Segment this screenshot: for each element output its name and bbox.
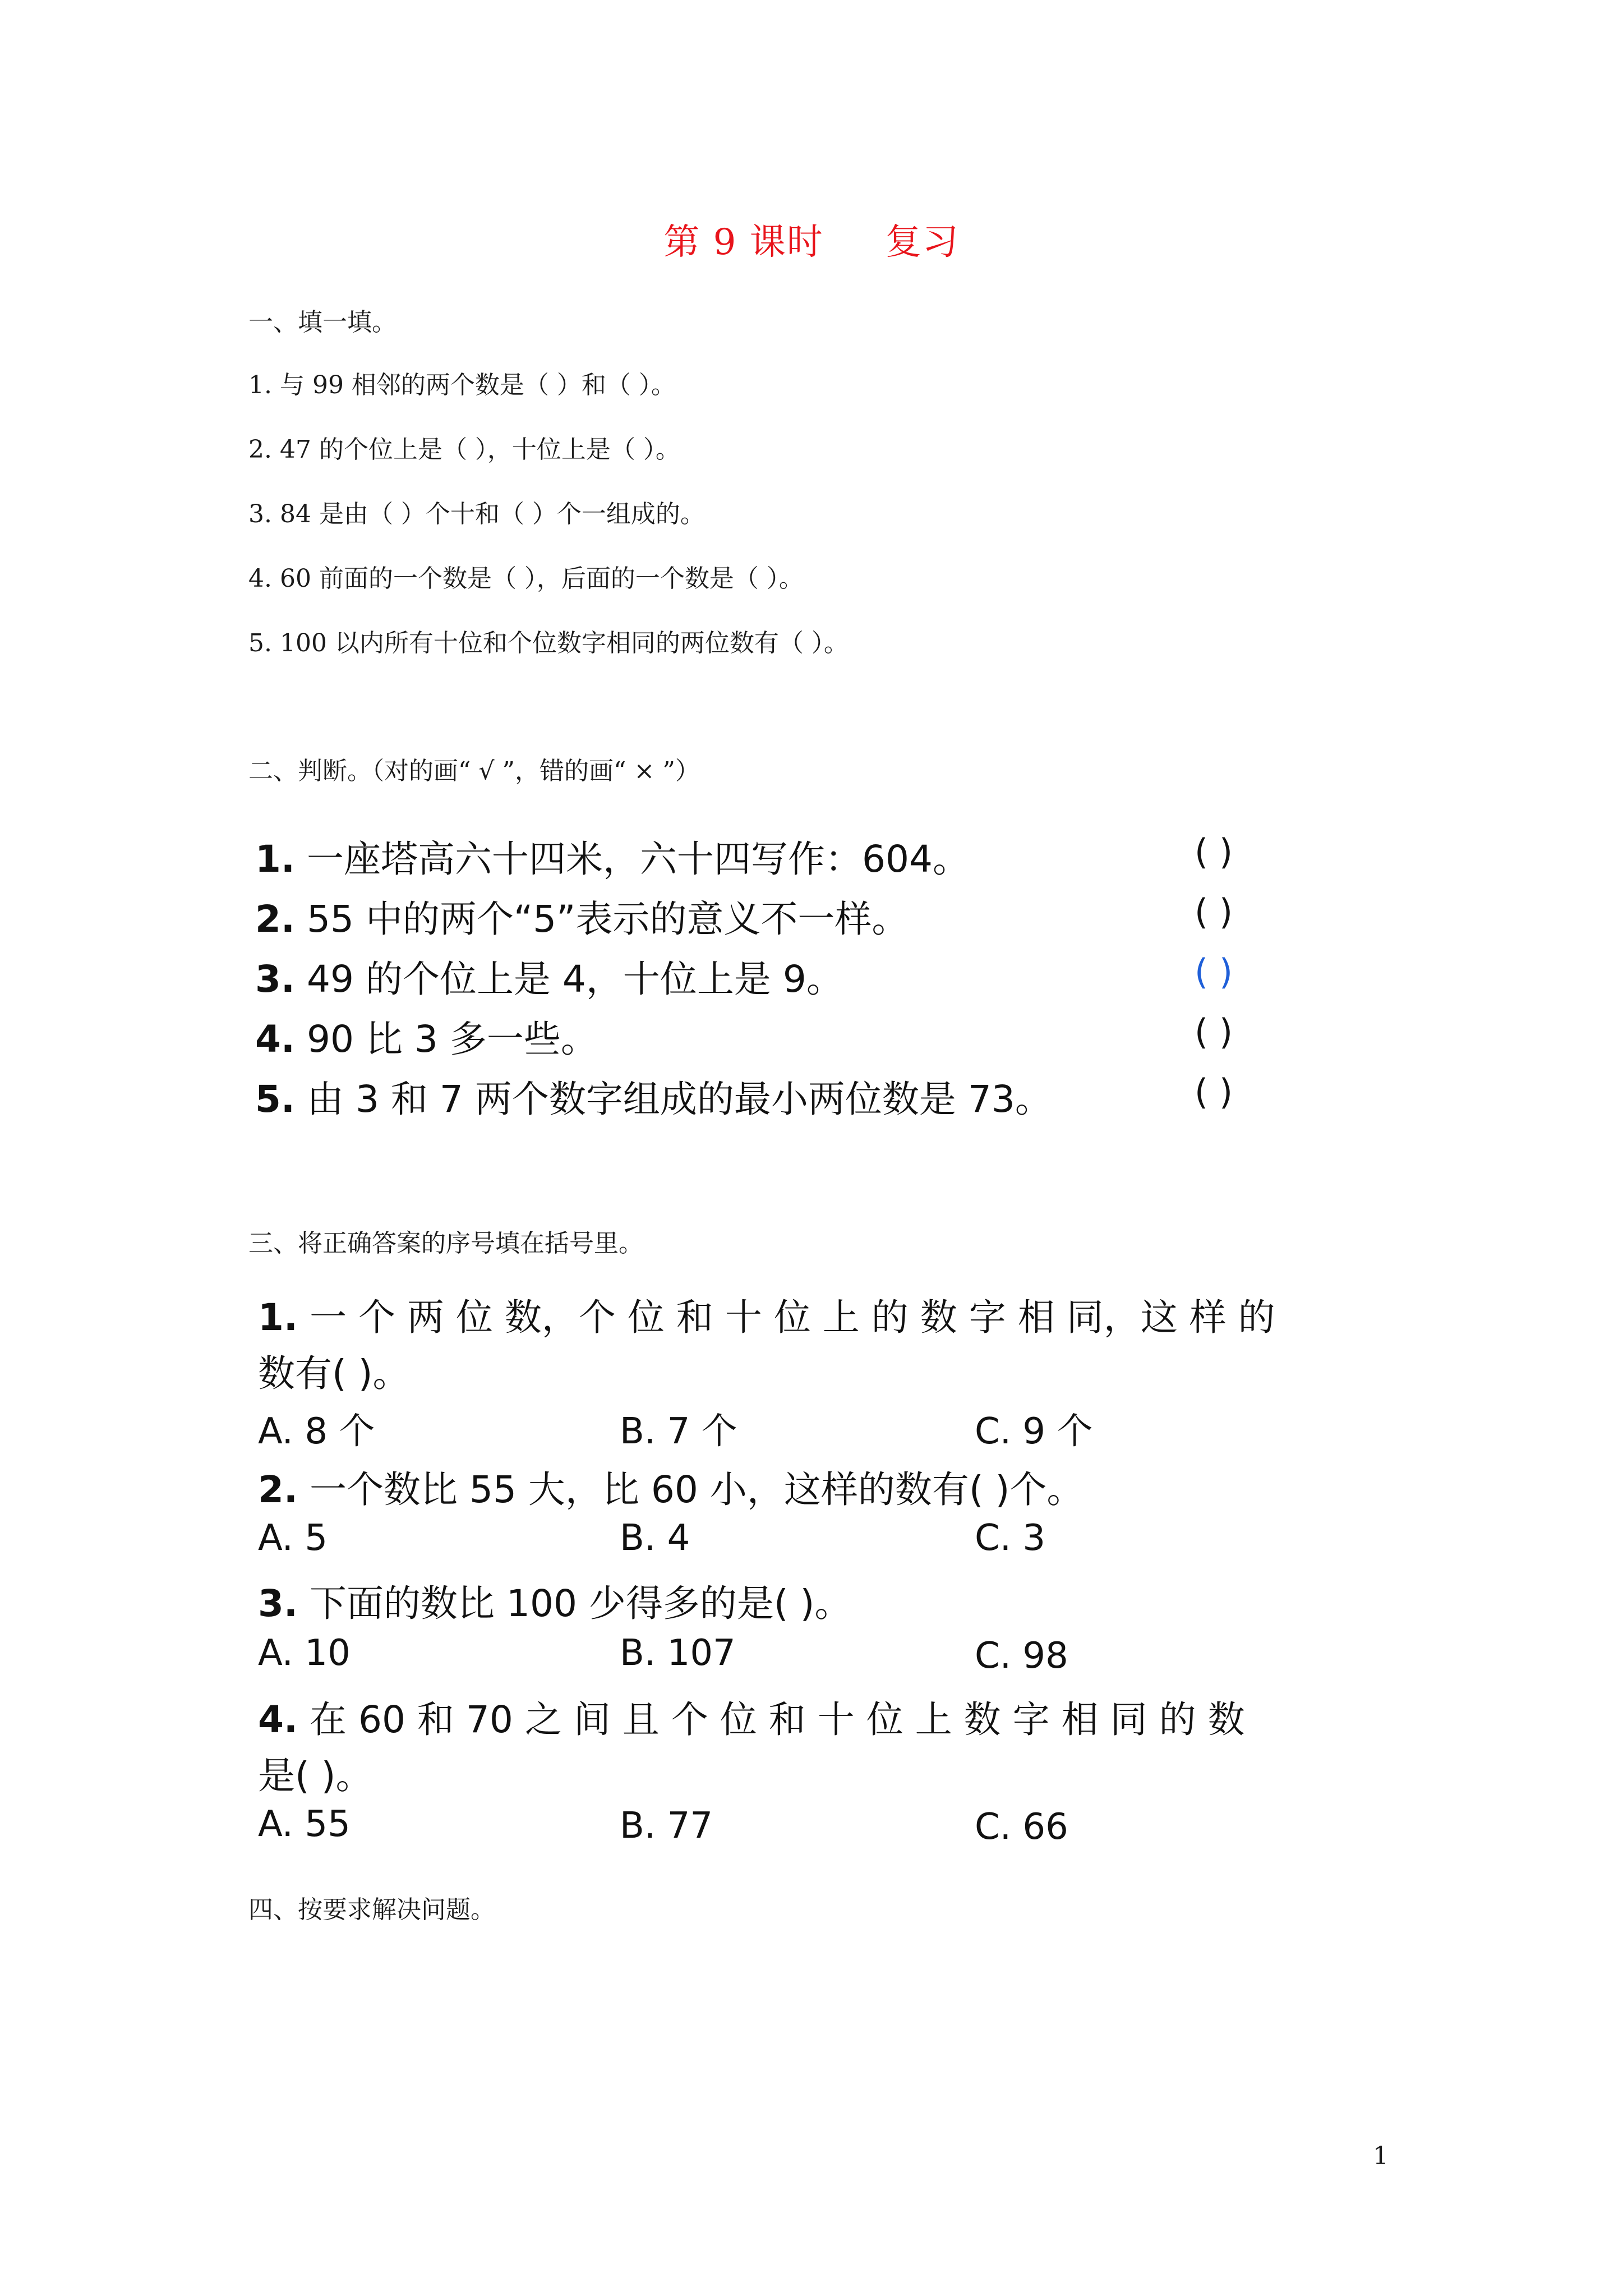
- judge-item-1-num: 1.: [255, 838, 295, 881]
- choice-q4-line1: [258, 1690, 1245, 1743]
- page-title: [0, 213, 1623, 265]
- choice-q3-option-c[interactable]: C. 98: [975, 1635, 1068, 1677]
- page-number: 1: [1373, 2142, 1389, 2170]
- choice-q4-num: 4.: [258, 1698, 298, 1741]
- choice-q3-num: 3.: [258, 1582, 298, 1625]
- judge-item-1-text: 一座塔高六十四米，六十四写作：604。: [306, 838, 970, 881]
- choice-q3-line1: [258, 1573, 851, 1627]
- judge-item-2-num: 2.: [255, 898, 295, 941]
- choice-q4-option-a[interactable]: A. 55: [258, 1803, 351, 1845]
- judge-item-2-answer[interactable]: ( ): [1195, 891, 1233, 932]
- section3-heading: 三、将正确答案的序号填在括号里。: [248, 1229, 643, 1258]
- choice-q1-option-a[interactable]: A. 8 个: [258, 1411, 375, 1452]
- judge-item-1: [255, 829, 970, 882]
- choice-q1-num: 1.: [258, 1296, 298, 1339]
- judge-item-3: [255, 949, 843, 1002]
- judge-item-4-num: 4.: [255, 1018, 295, 1061]
- fill-item-3: 3. 84 是由（ ）个十和（ ）个一组成的。: [248, 500, 705, 528]
- section1-heading: 一、填一填。: [248, 308, 396, 337]
- choice-q1-text: 一 个 两 位 数，个 位 和 十 位 上 的 数 字 相 同，这 样 的: [309, 1296, 1275, 1339]
- choice-q2-text: 一个数比 55 大，比 60 小，这样的数有( )个。: [309, 1468, 1084, 1511]
- choice-q1-option-b[interactable]: B. 7 个: [620, 1411, 737, 1452]
- lesson-topic: 复习: [885, 222, 960, 263]
- choice-q1-line2: 数有( )。: [258, 1352, 410, 1395]
- fill-item-4: 4. 60 前面的一个数是（ ），后面的一个数是（ ）。: [248, 564, 804, 593]
- choice-q3-option-a[interactable]: A. 10: [258, 1632, 351, 1674]
- fill-item-1: 1. 与 99 相邻的两个数是（ ）和（ ）。: [248, 371, 676, 399]
- choice-q1-line1: [258, 1287, 1275, 1341]
- choice-q4-option-c[interactable]: C. 66: [975, 1806, 1068, 1848]
- judge-item-3-answer[interactable]: ( ): [1195, 951, 1233, 992]
- judge-item-5-num: 5.: [255, 1078, 295, 1121]
- judge-item-2: [255, 889, 909, 942]
- choice-q4-option-b[interactable]: B. 77: [620, 1805, 713, 1847]
- choice-q2-num: 2.: [258, 1468, 298, 1511]
- section4-heading: 四、按要求解决问题。: [248, 1895, 495, 1924]
- choice-q3-text: 下面的数比 100 少得多的是( )。: [309, 1582, 852, 1625]
- judge-item-5-text: 由 3 和 7 两个数字组成的最小两位数是 73。: [306, 1078, 1052, 1121]
- choice-q1-option-c[interactable]: C. 9 个: [975, 1411, 1093, 1452]
- judge-item-4: [255, 1009, 598, 1062]
- judge-item-3-text: 49 的个位上是 4，十位上是 9。: [306, 958, 843, 1001]
- judge-item-5-answer[interactable]: ( ): [1195, 1071, 1233, 1112]
- choice-q2-option-a[interactable]: A. 5: [258, 1517, 328, 1559]
- choice-q4-text: 在 60 和 70 之 间 且 个 位 和 十 位 上 数 字 相 同 的 数: [309, 1698, 1245, 1741]
- choice-q4-line2: 是( )。: [258, 1754, 373, 1797]
- judge-item-5: [255, 1069, 1052, 1122]
- fill-item-5: 5. 100 以内所有十位和个位数字相同的两位数有（ ）。: [248, 629, 849, 657]
- fill-item-2: 2. 47 的个位上是（ ），十位上是（ ）。: [248, 435, 680, 464]
- judge-item-4-text: 90 比 3 多一些。: [306, 1018, 598, 1061]
- choice-q3-option-b[interactable]: B. 107: [620, 1632, 736, 1674]
- judge-item-1-answer[interactable]: ( ): [1195, 831, 1233, 872]
- choice-q2-option-c[interactable]: C. 3: [975, 1517, 1046, 1559]
- choice-q2-line1: [258, 1460, 1083, 1513]
- choice-q2-option-b[interactable]: B. 4: [620, 1517, 690, 1559]
- lesson-label: 第 9 课时: [663, 222, 824, 263]
- judge-item-3-num: 3.: [255, 958, 295, 1001]
- judge-item-4-answer[interactable]: ( ): [1195, 1011, 1233, 1052]
- judge-item-2-text: 55 中的两个“5”表示的意义不一样。: [306, 898, 909, 941]
- section2-heading: 二、判断。（对的画“ √ ”，错的画“ × ”）: [248, 757, 700, 785]
